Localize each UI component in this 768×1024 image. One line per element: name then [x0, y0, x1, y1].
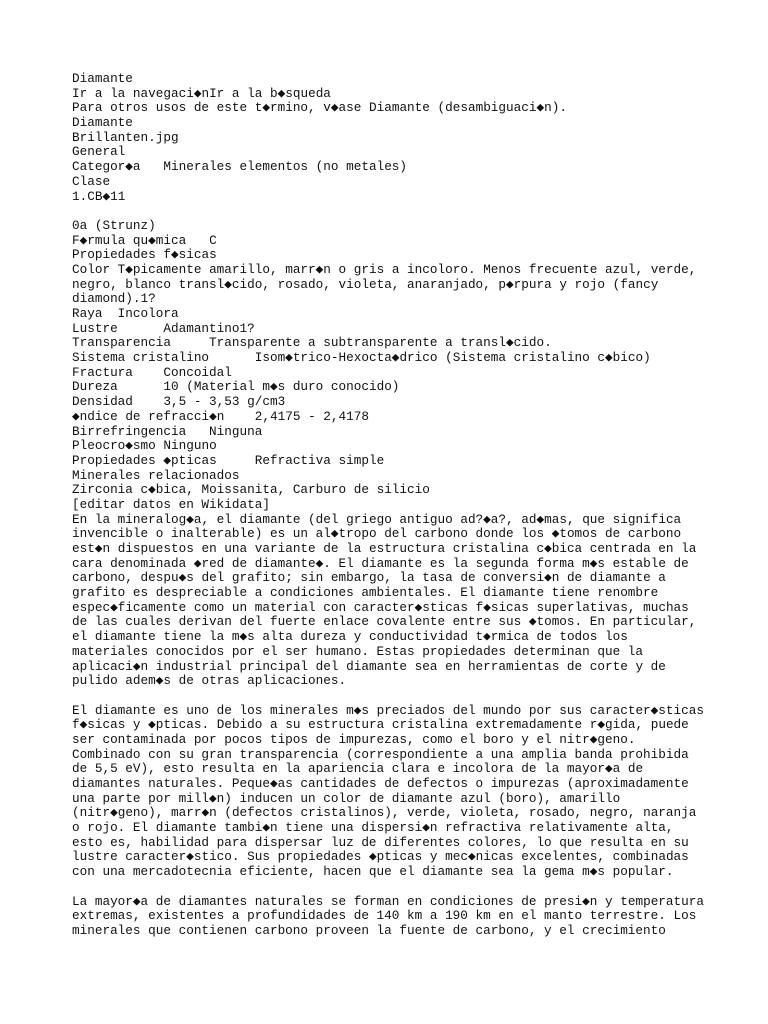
text-line: Clase [72, 173, 111, 189]
text-line: En la mineralog◆a, el diamante (del griego antiguo ad?◆a?, ad◆mas, que significa [72, 511, 682, 527]
text-line: Raya Incolora [72, 306, 179, 321]
text-line: diamantes naturales. Peque◆as cantidades de defectos o impurezas (aproximadamente [72, 776, 689, 791]
text-line: minerales que contienen carbono proveen la fuente de carbono, y el crecimiento [72, 922, 666, 938]
text-line: el diamante tiene la m◆s alta dureza y conductividad t◆rmica de todos los [72, 629, 628, 645]
text-line: Combinado con su gran transparencia (correspondiente a una amplia banda prohibida [72, 746, 689, 762]
text-line: (nitr◆geno), marr◆n (defectos cristalinos), verde, violeta, rosado, negro, naranja [72, 805, 697, 821]
text-line: Densidad 3,5 - 3,53 g/cm3 [72, 394, 286, 410]
text-line: carbono, despu◆s del grafito; sin embargo, la tasa de conversi◆n de diamante a [72, 570, 666, 586]
text-line: cara denominada ◆red de diamante◆. El diamante es la segunda forma m◆s estable de [72, 555, 689, 571]
text-line: [editar datos en Wikidata] [72, 496, 270, 512]
document-body [72, 72, 712, 939]
text-line: El diamante es uno de los minerales m◆s preciados del mundo por sus caracter◆sticas [72, 702, 704, 718]
text-line: o rojo. El diamante tambi◆n tiene una dispersi◆n refractiva relativamente alta, [72, 820, 674, 836]
text-line: Categor◆a Minerales elementos (no metales) [72, 159, 408, 175]
text-line: negro, blanco transl◆cido, rosado, violeta, anaranjado, p◆rpura y rojo (fancy [72, 276, 659, 292]
text-line: Diamante [72, 115, 133, 131]
text-line: f◆sicas y ◆pticas. Debido a su estructura cristalina extremadamente r◆gida, puede [72, 717, 689, 733]
text-line: Diamante [72, 71, 133, 86]
text-line: Pleocro◆smo Ninguno [72, 438, 217, 454]
text-line: Lustre Adamantino1? [72, 320, 255, 336]
text-line: ser contaminada por pocos tipos de impurezas, como el boro y el nitr◆geno. [72, 731, 636, 747]
text-line: 0a (Strunz) [72, 217, 156, 233]
text-line: una parte por mill◆n) inducen un color de diamante azul (boro), amarillo [72, 790, 621, 806]
text-line: materiales conocidos por el ser humano. Estas propiedades determinan que la [72, 643, 644, 659]
text-line: est◆n dispuestos en una variante de la estructura cristalina c◆bica centrada en la [72, 541, 697, 556]
text-line: Propiedades f◆sicas [72, 247, 217, 263]
text-line: Zirconia c◆bica, Moissanita, Carburo de silicio [72, 482, 430, 498]
text-line: esto es, habilidad para dispersar luz de diferentes colores, lo que resulta en su [72, 834, 689, 850]
text-line: extremas, existentes a profundidades de 140 km a 190 km en el manto terrestre. Los [72, 908, 697, 924]
text-line: ◆ndice de refracci◆n 2,4175 - 2,4178 [72, 408, 369, 424]
text-line: Birrefringencia Ninguna [72, 423, 263, 439]
text-line: Fractura Concoidal [72, 364, 232, 380]
text-line: pulido adem◆s de otras aplicaciones. [72, 673, 347, 689]
text-line: aplicaci◆n industrial principal del diamante sea en herramientas de corte y de [72, 658, 666, 674]
text-line: La mayor◆a de diamantes naturales se forman en condiciones de presi◆n y temperatura [72, 893, 704, 909]
text-line: de 5,5 eV), esto resulta en la apariencia clara e incolora de la mayor◆a de [72, 761, 644, 777]
text-line: Color T◆picamente amarillo, marr◆n o gris a incoloro. Menos frecuente azul, verde, [72, 261, 697, 277]
text-line: Para otros usos de este t◆rmino, v◆ase Diamante (desambiguaci◆n). [72, 100, 567, 116]
text-line: lustre caracter◆stico. Sus propiedades ◆pticas y mec◆nicas excelentes, combinadas [72, 849, 689, 865]
text-line: Minerales relacionados [72, 467, 240, 483]
text-line: General [72, 144, 126, 160]
text-line: F◆rmula qu◆mica C [72, 232, 217, 248]
text-line: Sistema cristalino Isom◆trico-Hexocta◆drico (Sistema cristalino c◆bico) [72, 350, 651, 366]
text-line: invencible o inalterable) es un al◆tropo del carbono donde los ◆tomos de carbono [72, 526, 682, 542]
text-line: Ir a la navegaci◆nIr a la b◆squeda [72, 85, 331, 101]
text-line: grafito es despreciable a condiciones ambientales. El diamante tiene renombre [72, 585, 659, 601]
text-line: diamond).1? [72, 291, 156, 307]
blank-line [72, 880, 712, 895]
text-line: Transparencia Transparente a subtransparente a transl◆cido. [72, 335, 552, 351]
text-line: espec◆ficamente como un material con caracter◆sticas f◆sicas superlativas, muchas [72, 599, 689, 615]
text-line: Propiedades ◆pticas Refractiva simple [72, 452, 385, 468]
text-line: Dureza 10 (Material m◆s duro conocido) [72, 379, 400, 395]
text-line: de las cuales derivan del fuerte enlace covalente entre sus ◆tomos. En particular, [72, 614, 697, 630]
text-line: Brillanten.jpg [72, 129, 179, 145]
text-line: 1.CB◆11 [72, 188, 126, 204]
blank-line [72, 204, 712, 219]
text-line: con una mercadotecnia eficiente, hacen que el diamante sea la gema m◆s popular. [72, 864, 674, 880]
blank-line [72, 689, 712, 704]
